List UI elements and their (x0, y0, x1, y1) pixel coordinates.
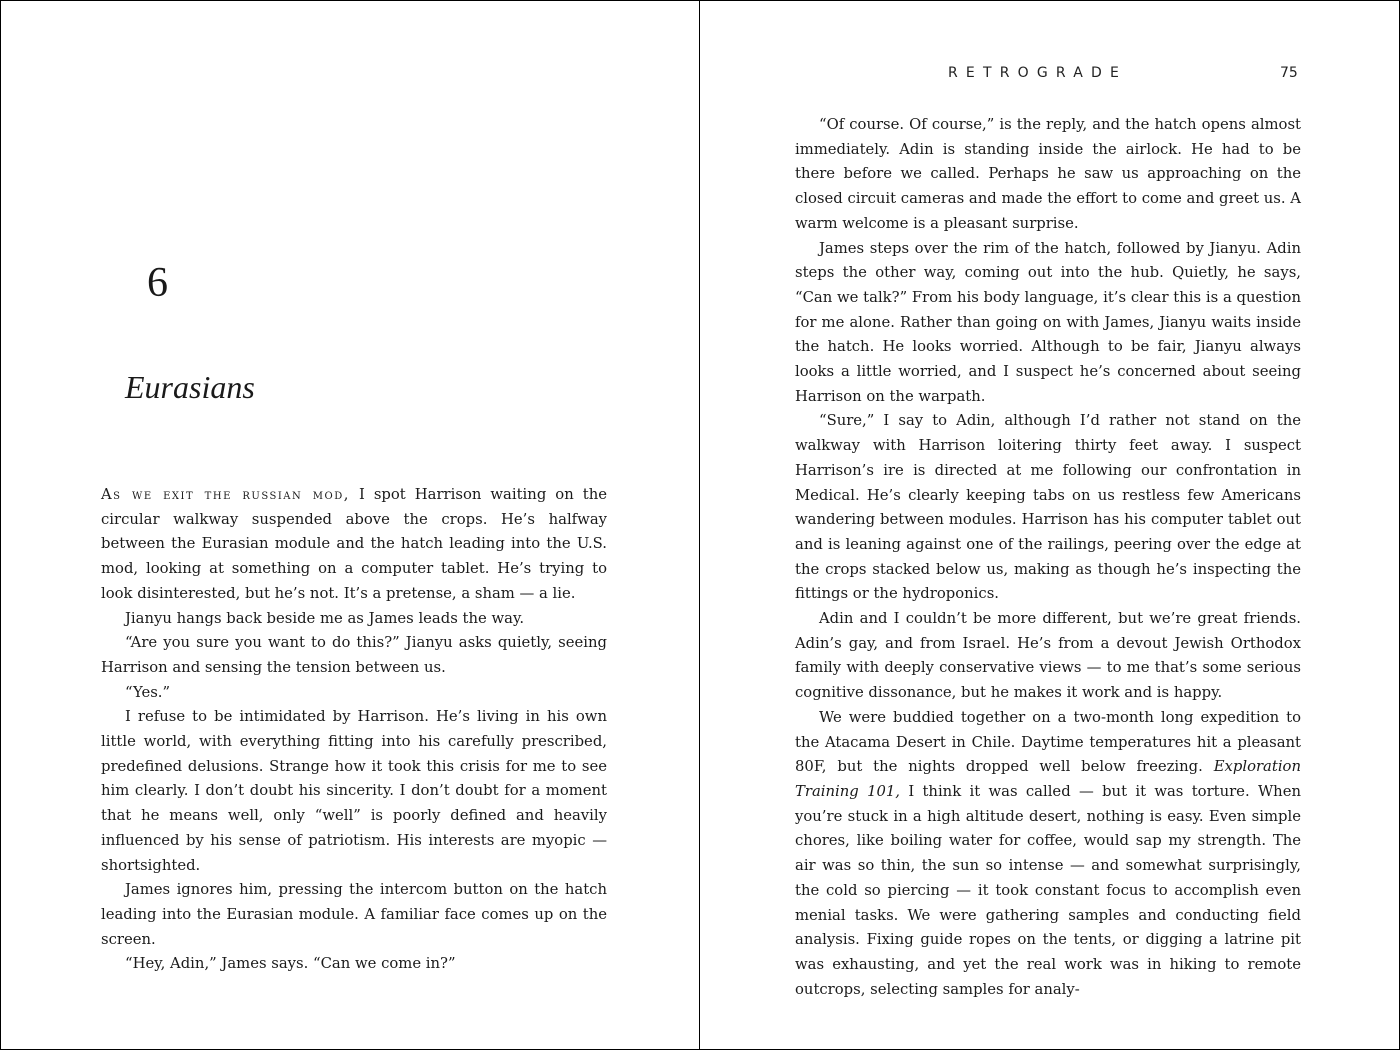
left-body-text (101, 483, 607, 977)
chapter-opening-smallcaps: As we exit the russian mod, (101, 486, 350, 503)
left-page (1, 1, 700, 1049)
page-number: 75 (1280, 65, 1298, 81)
paragraph-text: I think it was called — but it was torture. When you’re stuck in a high altitude desert, nothing is easy. Even simple chores, like boiling water for coffee, would sap my strength. The air was so thin, the sun so intense — and somewhat surprisingly, the cold so piercing — it took constant focus to accomplish even menial tasks. We were gathering samples and conducting field analysis. Fixing guide ropes on the tents, or digging a latrine pit was exhausting, and yet the real work was in hiking to remote outcrops, selecting samples for analy- (795, 782, 1301, 998)
paragraph: I refuse to be intimidated by Harrison. He’s living in his own little world, with everything fitting into his carefully prescribed, predefined delusions. Strange how it took this crisis for me to see him clearly. I don’t doubt his sincerity. I don’t doubt for a moment that he means well, only “well” is poorly defined and heavily influenced by his sense of patriotism. His interests are myopic — shortsighted. (101, 708, 607, 874)
right-body-text (795, 113, 1301, 1002)
running-head: RETROGRADE (948, 65, 1128, 81)
paragraph (795, 706, 1301, 1002)
paragraph: “Yes.” (125, 683, 171, 701)
paragraph: James steps over the rim of the hatch, followed by Jianyu. Adin steps the other way, coming out into the hub. Quietly, he says, “Can we talk?” From his body language, it’s clear this is a question for me alone. Rather than going on with James, Jianyu waits inside the hatch. He looks worried. Although to be fair, Jianyu always looks a little worried, and I suspect he’s concerned about seeing Harrison on the warpath. (795, 239, 1301, 405)
paragraph: “Of course. Of course,” is the reply, and the hatch opens almost immediately. Adin is standing inside the airlock. He had to be there before we called. Perhaps he saw us approaching on the closed circuit cameras and made the effort to come and greet us. A warm welcome is a pleasant surprise. (795, 116, 1301, 232)
paragraph: James ignores him, pressing the intercom button on the hatch leading into the Eurasian module. A familiar face comes up on the screen. (101, 881, 607, 948)
paragraph (101, 483, 607, 607)
paragraph-text: I spot Harrison waiting on the circular walkway suspended above the crops. He’s halfway between the Eurasian module and the hatch leading into the U.S. mod, looking at something on a computer tablet. He’s trying to look disinterested, but he’s not. It’s a pretense, a sham — a lie. (101, 486, 607, 602)
paragraph: Jianyu hangs back beside me as James leads the way. (125, 609, 525, 627)
paragraph-text: We were buddied together on a two-month long expedition to the Atacama Desert in Chile. Daytime temperatures hit a pleasant 80F, but the nights dropped well below freezing. (795, 708, 1301, 776)
paragraph: Adin and I couldn’t be more different, but we’re great friends. Adin’s gay, and from Israel. He’s from a devout Jewish Orthodox family with deeply conservative views — to me that’s some serious cognitive dissonance, but he makes it work and is happy. (795, 610, 1301, 702)
chapter-title: Eurasians (125, 369, 255, 405)
right-page (700, 1, 1399, 1049)
paragraph: “Hey, Adin,” James says. “Can we come in?” (125, 955, 456, 973)
paragraph: “Are you sure you want to do this?” Jianyu asks quietly, seeing Harrison and sensing the tension between us. (101, 634, 607, 676)
chapter-number: 6 (147, 260, 168, 306)
paragraph: “Sure,” I say to Adin, although I’d rather not stand on the walkway with Harrison loitering thirty feet away. I suspect Harrison’s ire is directed at me following our confrontation in Medical. He’s clearly keeping tabs on us restless few Americans wandering between modules. Harrison has his computer tablet out and is leaning against one of the railings, peering over the edge at the crops stacked below us, making as though he’s inspecting the fittings or the hydroponics. (795, 412, 1301, 603)
italic-title: Exploration Training 101, (795, 758, 1301, 800)
